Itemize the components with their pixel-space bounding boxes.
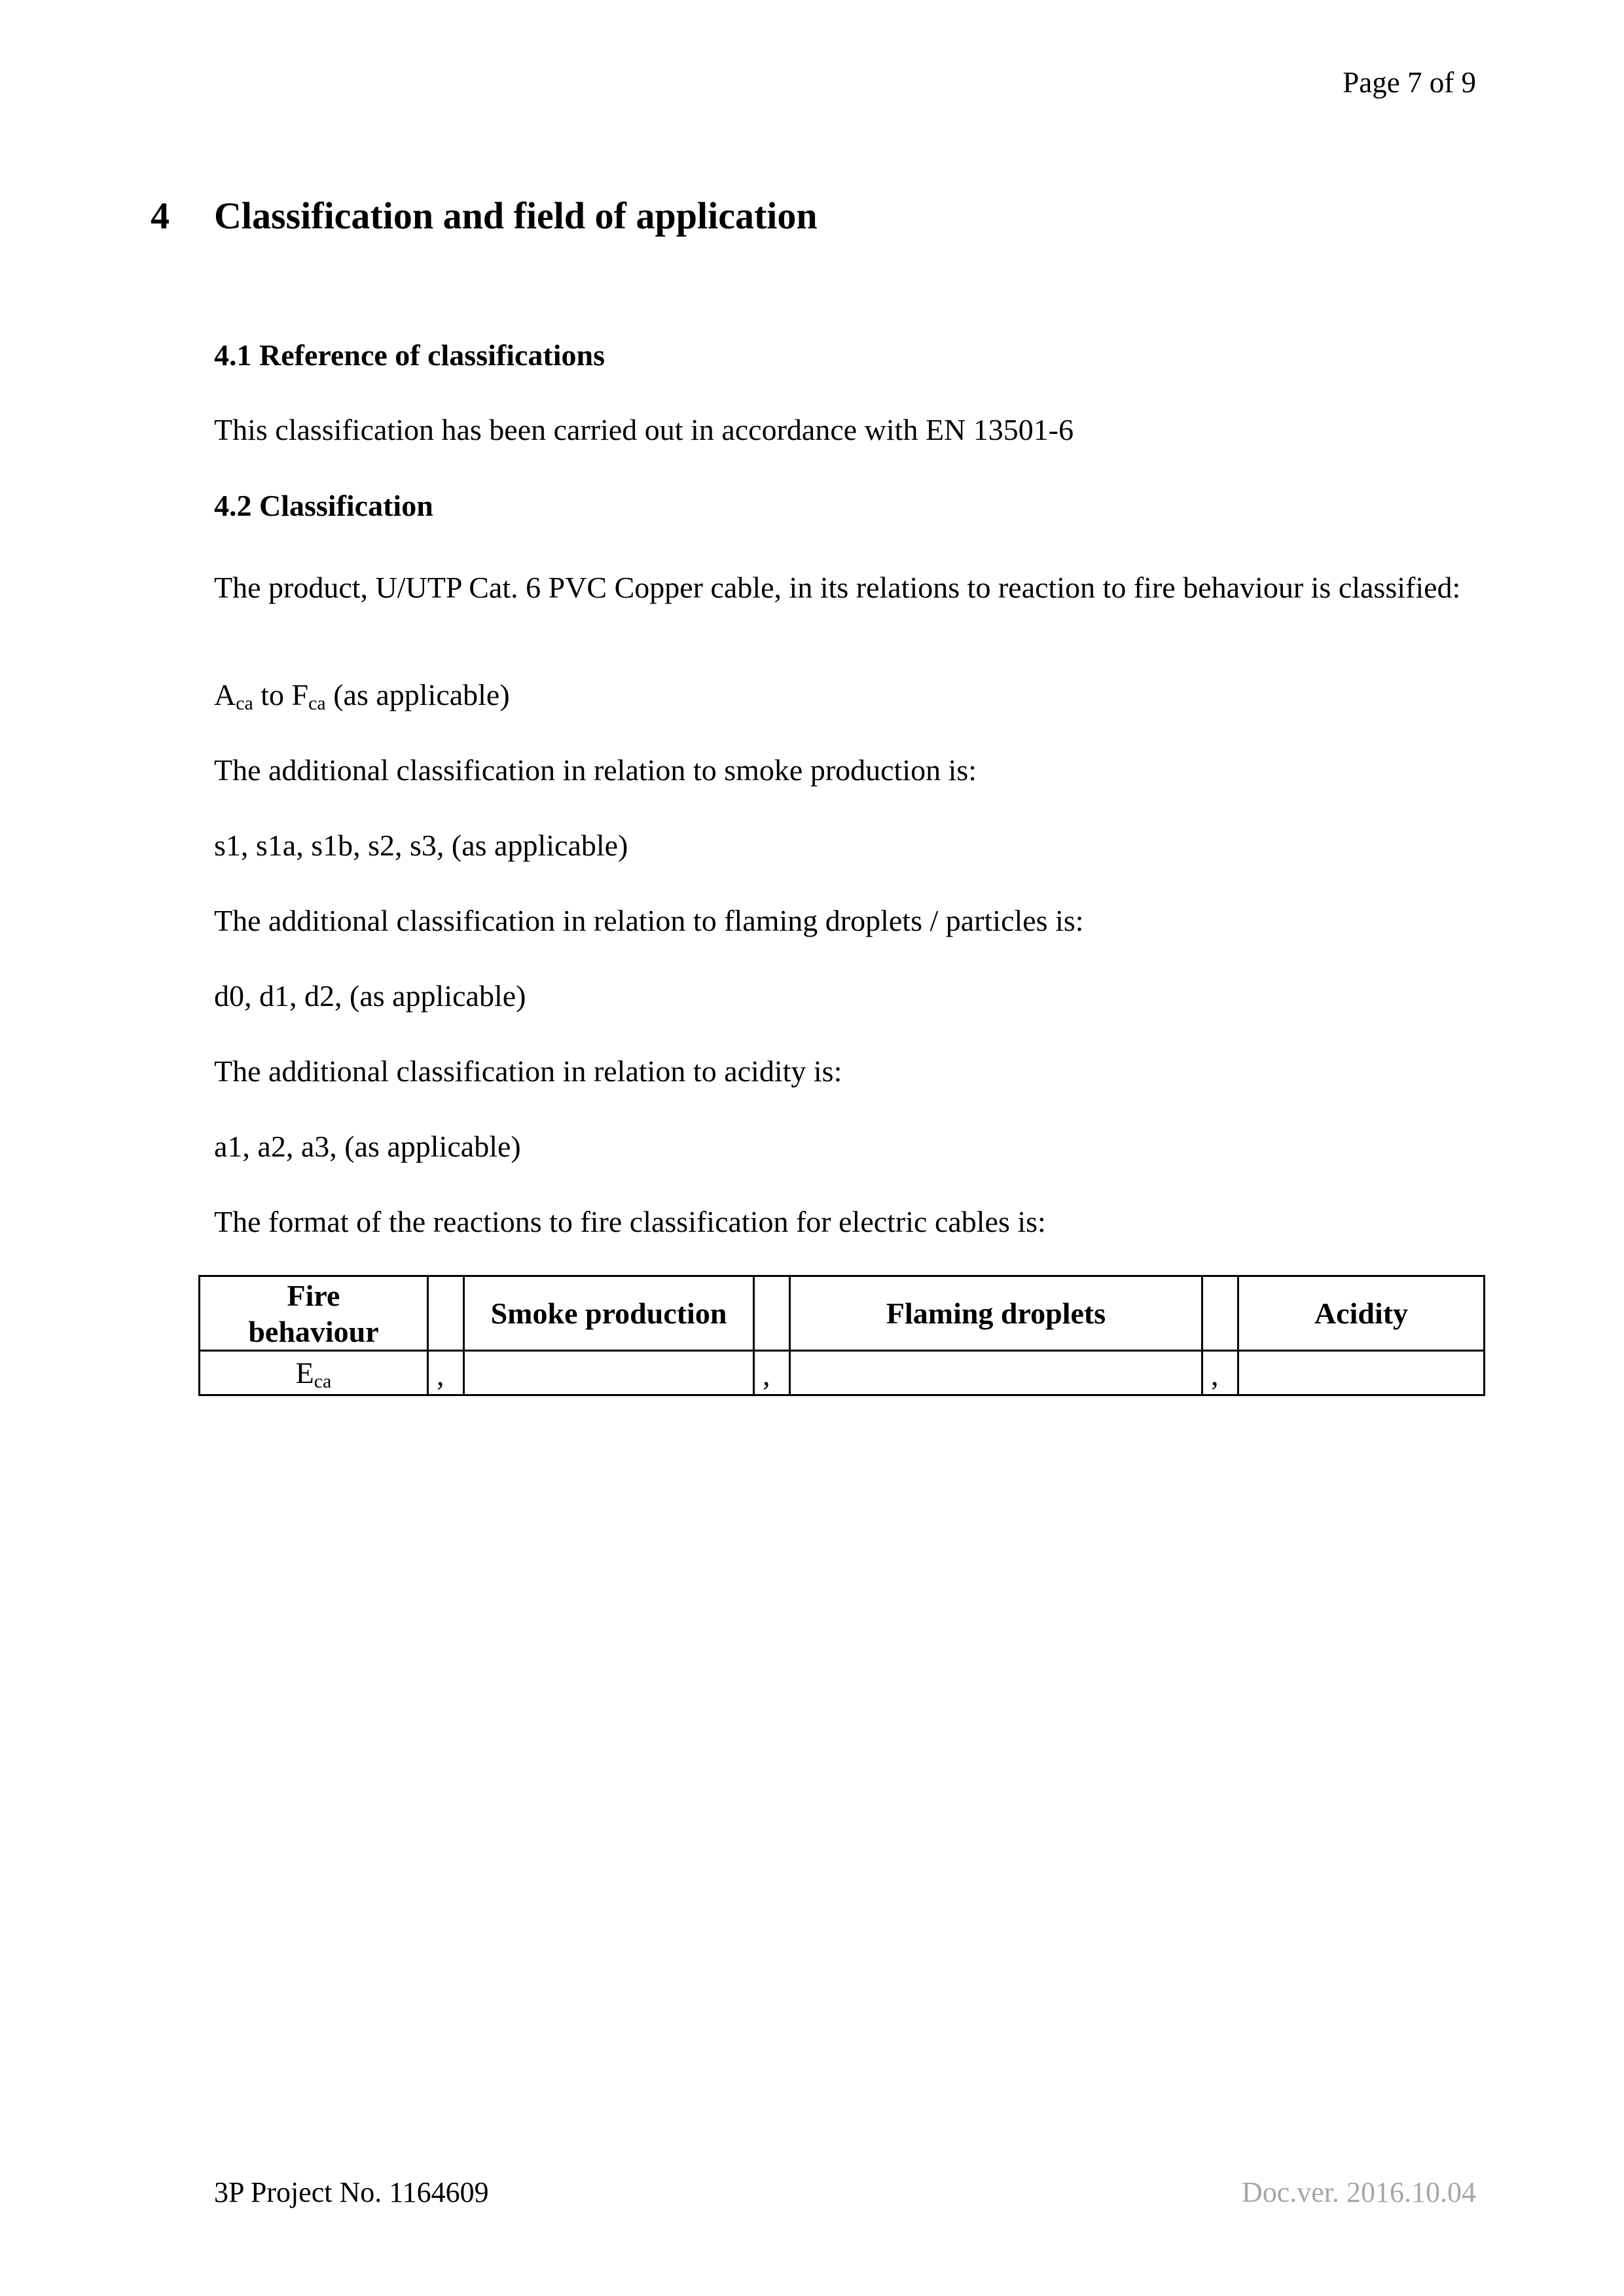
fire-value-main: E — [295, 1356, 314, 1390]
section-heading-title: Classification and field of application — [214, 194, 818, 237]
subsection-41-title: 4.1 Reference of classifications — [214, 338, 605, 372]
reference-statement: This classification has been carried out in accordance with EN 13501-6 — [214, 413, 1074, 446]
acidity-values: a1, a2, a3, (as applicable) — [214, 1130, 521, 1163]
header-acidity: Acidity — [1238, 1276, 1485, 1351]
cell-acidity-value — [1238, 1351, 1485, 1395]
footer-project-number: 3P Project No. 1164609 — [214, 2176, 489, 2208]
section-heading-number: 4 — [151, 194, 170, 237]
cell-fire-behaviour-value — [200, 1351, 428, 1395]
cell-comma-3: , — [1202, 1351, 1238, 1395]
droplets-values: d0, d1, d2, (as applicable) — [214, 979, 526, 1013]
page-number: Page 7 of 9 — [1343, 66, 1476, 99]
fire-value-subscript: ca — [314, 1371, 332, 1393]
fire-classification-table — [198, 1275, 1485, 1396]
fire-class-mid: to F — [253, 678, 309, 711]
cell-comma-2: , — [754, 1351, 790, 1395]
header-fire-behaviour: Fire behaviour — [200, 1276, 428, 1351]
classification-format-table — [198, 1275, 1485, 1396]
footer-doc-version: Doc.ver. 2016.10.04 — [1241, 2176, 1476, 2208]
table-header-row — [200, 1276, 1485, 1351]
fire-class-to-subscript: ca — [308, 692, 326, 715]
cell-smoke-value — [464, 1351, 754, 1395]
header-smoke-production: Smoke production — [464, 1276, 754, 1351]
subsection-42-title: 4.2 Classification — [214, 489, 433, 522]
header-flaming-droplets: Flaming droplets — [790, 1276, 1202, 1351]
smoke-values: s1, s1a, s1b, s2, s3, (as applicable) — [214, 829, 628, 862]
fire-class-suffix: (as applicable) — [325, 678, 510, 711]
header-separator-1 — [428, 1276, 464, 1351]
table-data-row — [200, 1351, 1485, 1395]
fire-class-from-subscript: ca — [236, 692, 253, 715]
cell-comma-1: , — [428, 1351, 464, 1395]
acidity-label: The additional classification in relation to acidity is: — [214, 1054, 842, 1088]
droplets-label: The additional classification in relation to flaming droplets / particles is: — [214, 904, 1084, 937]
format-note: The format of the reactions to fire classification for electric cables is: — [214, 1205, 1046, 1238]
product-classification-intro: The product, U/UTP Cat. 6 PVC Copper cable, in its relations to reaction to fire behaviour is classified: — [214, 571, 1461, 604]
fire-class-from: A — [214, 678, 236, 711]
section-heading — [151, 194, 818, 238]
fire-class-range — [214, 674, 510, 715]
header-separator-2 — [754, 1276, 790, 1351]
cell-droplets-value — [790, 1351, 1202, 1395]
header-separator-3 — [1202, 1276, 1238, 1351]
smoke-label: The additional classification in relation to smoke production is: — [214, 753, 977, 787]
